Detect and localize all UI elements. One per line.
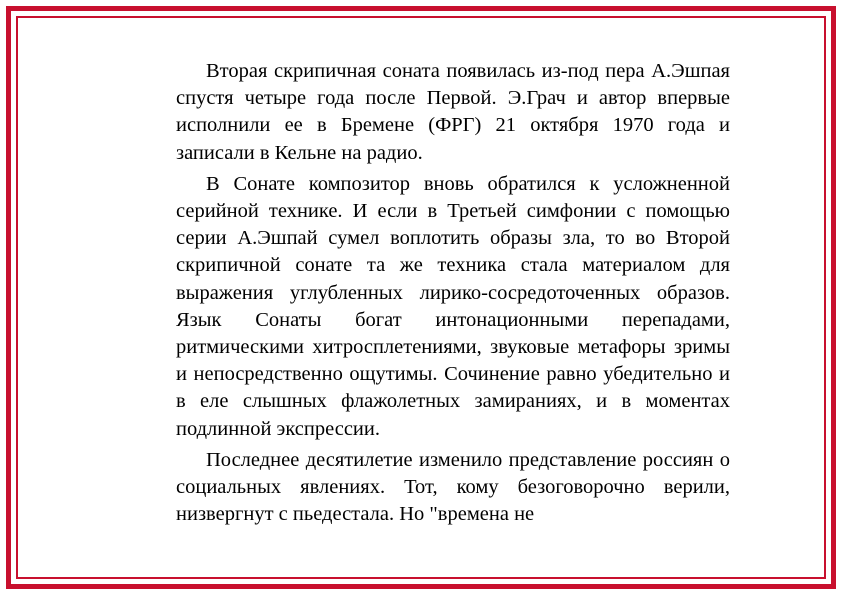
paragraph-1: Вторая скрипичная соната появилась из-под пера А.Эшпая спустя четыре года после Первой. Э.Грач и автор впервые исполнили ее в Бремене (ФРГ) 21 октября 1970 года и записали в Кельне на радио. bbox=[176, 60, 730, 164]
paragraph-3: Последнее десятилетие изменило представление россиян о социальных явлениях. Тот, кому безоговорочно верили, низвергнут с пьедестала. Но "времена не bbox=[176, 448, 730, 526]
paragraph-2: В Сонате композитор вновь обратился к усложненной серийной технике. И если в Третьей симфонии с помощью серии А.Эшпай сумел воплотить образы зла, то во Второй скрипичной сонате та же техника стала материалом для выражения углубленных лирико-сосредоточенных образов. Язык Сонаты богат интонационными перепадами, ритмическими хитросплетениями, звуковые метафоры зримы и непосредственно ощутимы. Сочинение равно убедительно и в еле слышных флажолетных замираниях, и в моментах подлинной экспрессии. bbox=[176, 172, 730, 440]
document-text bbox=[176, 58, 730, 532]
